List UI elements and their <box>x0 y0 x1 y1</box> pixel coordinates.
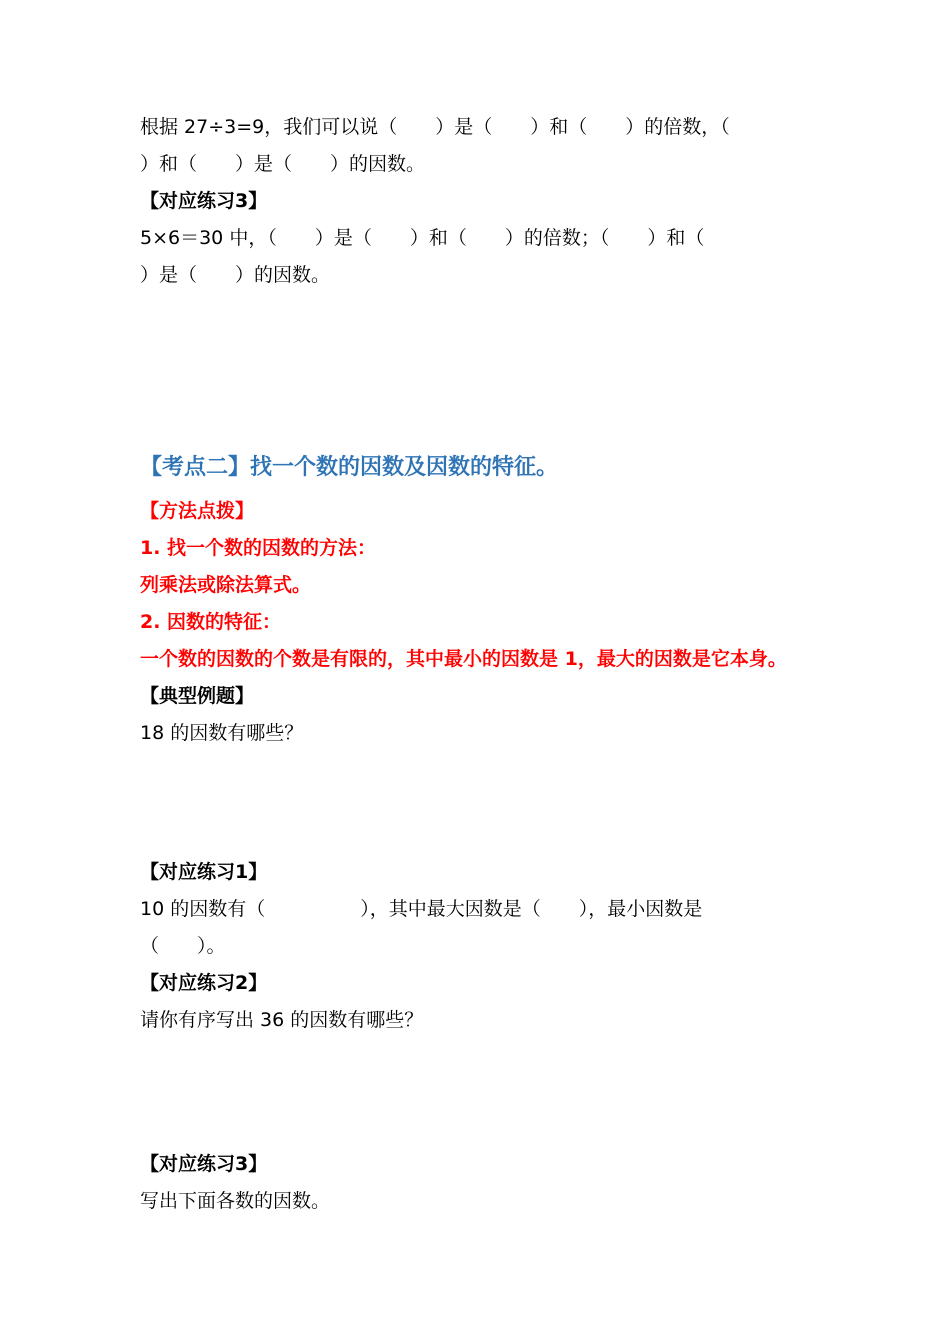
heading-practice-1: 【对应练习1】 <box>140 861 268 883</box>
heading-method-tips: 【方法点拨】 <box>140 500 255 522</box>
typical-example-question: 18 的因数有哪些？ <box>140 722 304 744</box>
method-item-2: 2. 因数的特征： <box>140 611 282 633</box>
question-5x6-line2: ）是（ ）的因数。 <box>140 264 331 286</box>
heading-topic-2: 【考点二】找一个数的因数及因数的特征。 <box>140 455 559 480</box>
heading-typical-example: 【典型例题】 <box>140 685 255 707</box>
blank-gap-3 <box>140 1039 910 1146</box>
blank-gap-1 <box>140 294 910 443</box>
method-item-2-content: 一个数的因数的个数是有限的，其中最小的因数是 1，最大的因数是它本身。 <box>140 648 787 670</box>
heading-practice-3-first: 【对应练习3】 <box>140 190 268 212</box>
method-item-1-content: 列乘法或除法算式。 <box>140 574 312 596</box>
practice-2-question: 请你有序写出 36 的因数有哪些？ <box>140 1009 424 1031</box>
practice-3-question: 写出下面各数的因数。 <box>140 1190 331 1212</box>
method-item-1: 1. 找一个数的因数的方法： <box>140 537 377 559</box>
heading-practice-2: 【对应练习2】 <box>140 972 268 994</box>
question-27-line1: 根据 27÷3=9，我们可以说（ ）是（ ）和（ ）的倍数，（ <box>140 116 730 138</box>
practice-1-line2: （ ）。 <box>140 935 226 957</box>
question-5x6-line1: 5×6＝30 中，（ ）是（ ）和（ ）的倍数；（ ）和（ <box>140 227 705 249</box>
heading-practice-3: 【对应练习3】 <box>140 1153 268 1175</box>
question-27-line2: ）和（ ）是（ ）的因数。 <box>140 153 426 175</box>
blank-gap-2 <box>140 752 910 854</box>
document-content <box>140 109 910 1220</box>
practice-1-line1: 10 的因数有（ ），其中最大因数是（ ），最小因数是 <box>140 898 703 920</box>
